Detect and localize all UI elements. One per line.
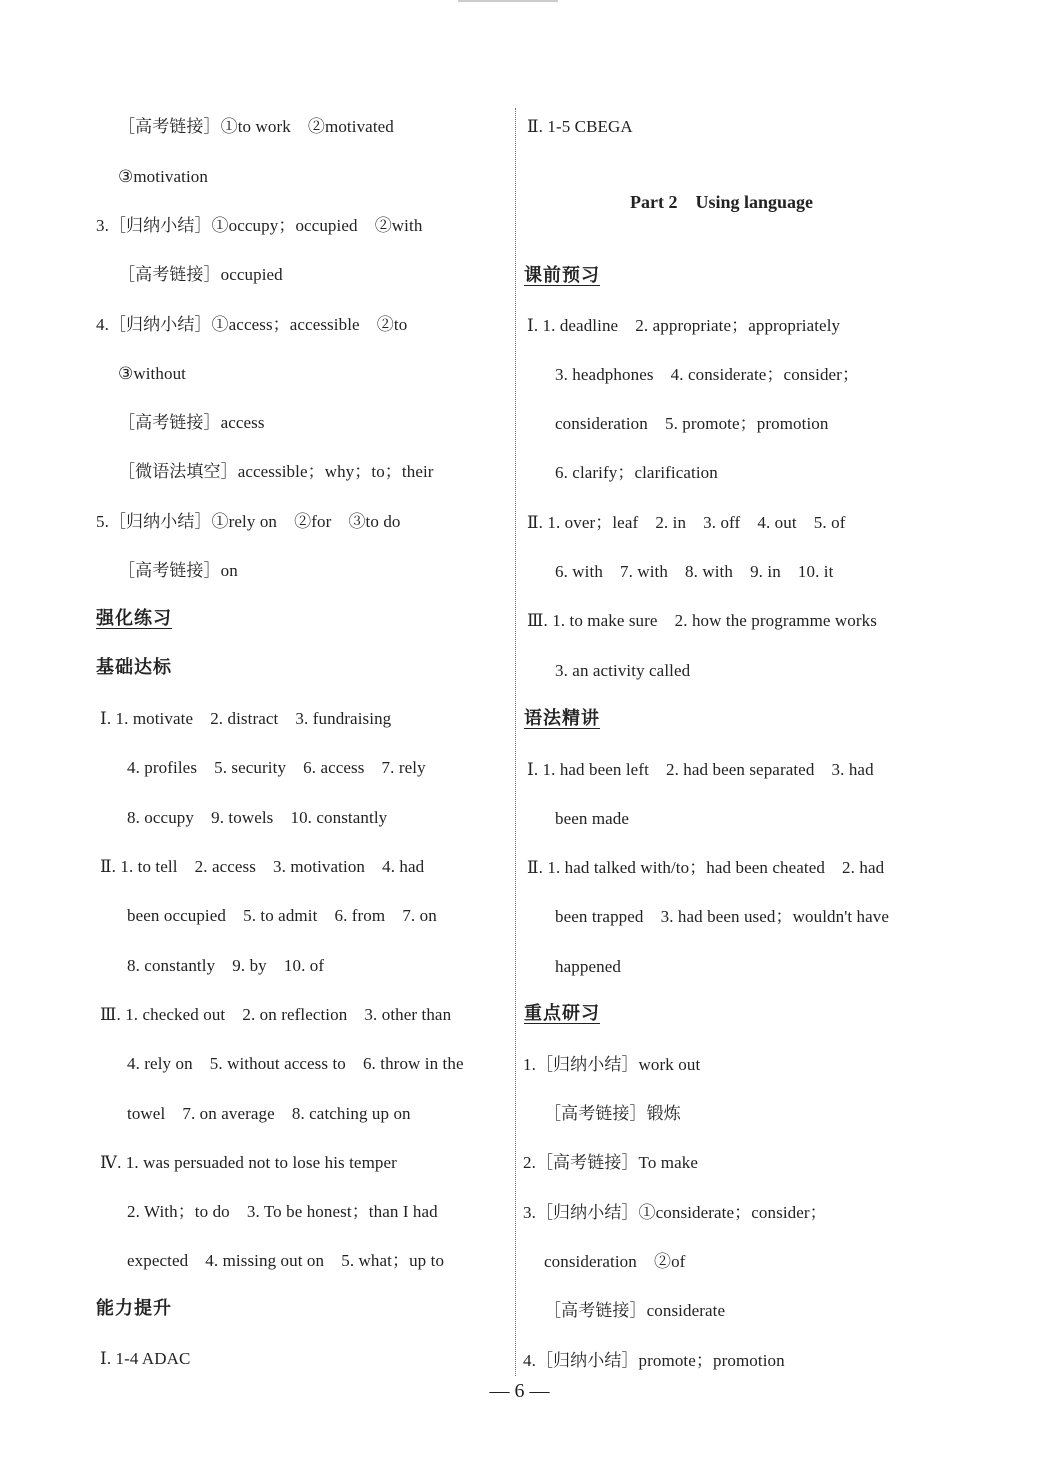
key-line: 4.［归纳小结］promote；promotion [523, 1351, 785, 1370]
key-line: 3.［归纳小结］①considerate；consider； [523, 1203, 827, 1222]
exercise-line: 2. With；to do 3. To be honest；than I had [127, 1202, 438, 1221]
grammar-line: been trapped 3. had been used；wouldn't have [555, 907, 890, 926]
exercise-line: Ⅲ. 1. checked out 2. on reflection 3. other than [100, 1005, 452, 1024]
answer-line: ［微语法填空］accessible；why；to；their [118, 462, 434, 481]
section-heading: 强化练习 [96, 608, 172, 629]
answer-line: ［高考链接］①to work ②motivated [118, 117, 394, 136]
exercise-line: expected 4. missing out on 5. what；up to [127, 1251, 445, 1270]
grammar-line: Ⅰ. 1. had been left 2. had been separated 3. had [527, 760, 874, 779]
exercise-line: 8. constantly 9. by 10. of [127, 956, 325, 975]
preview-line: consideration 5. promote；promotion [555, 414, 829, 433]
preview-line: 6. clarify；clarification [555, 463, 718, 482]
preview-line: 3. an activity called [555, 661, 691, 680]
top-edge-mark [458, 0, 558, 2]
exercise-line: Ⅱ. 1-5 CBEGA [527, 117, 633, 136]
key-line: consideration ②of [544, 1252, 686, 1271]
answer-line: 3.［归纳小结］①occupy；occupied ②with [96, 216, 423, 235]
grammar-line: Ⅱ. 1. had talked with/to；had been cheated 2. had [527, 858, 885, 877]
key-line: 1.［归纳小结］work out [523, 1055, 701, 1074]
section-heading: 语法精讲 [524, 708, 600, 729]
answer-line: ［高考链接］on [118, 561, 238, 580]
preview-line: Ⅱ. 1. over；leaf 2. in 3. off 4. out 5. of [527, 513, 846, 532]
answer-line: ［高考链接］occupied [118, 265, 283, 284]
section-heading: 重点研习 [524, 1003, 600, 1024]
preview-line: 3. headphones 4. considerate；consider； [555, 365, 860, 384]
answer-line: 4.［归纳小结］①access；accessible ②to [96, 315, 408, 334]
key-line: ［高考链接］considerate [544, 1301, 726, 1320]
column-divider [515, 108, 516, 1376]
section-subheading: 基础达标 [96, 657, 172, 678]
preview-line: Ⅰ. 1. deadline 2. appropriate；appropriately [527, 316, 841, 335]
answer-line: 5.［归纳小结］①rely on ②for ③to do [96, 512, 401, 531]
exercise-line: 4. profiles 5. security 6. access 7. rely [127, 758, 426, 777]
answer-line: ③motivation [118, 167, 209, 186]
exercise-line: Ⅱ. 1. to tell 2. access 3. motivation 4. had [100, 857, 425, 876]
preview-line: Ⅲ. 1. to make sure 2. how the programme works [527, 611, 877, 630]
exercise-line: Ⅰ. 1. motivate 2. distract 3. fundraising [100, 709, 392, 728]
section-subheading: 能力提升 [96, 1298, 172, 1319]
page-number: — 6 — [489, 1380, 550, 1402]
exercise-line: Ⅰ. 1-4 ADAC [100, 1349, 191, 1368]
section-heading: 课前预习 [524, 265, 600, 286]
grammar-line: happened [555, 957, 621, 976]
part-number: Part 2 [630, 192, 678, 212]
key-line: 2.［高考链接］To make [523, 1153, 699, 1172]
key-line: ［高考链接］锻炼 [544, 1104, 681, 1123]
exercise-line: been occupied 5. to admit 6. from 7. on [127, 906, 437, 925]
exercise-line: 4. rely on 5. without access to 6. throw in the [127, 1054, 464, 1073]
answer-line: ［高考链接］access [118, 413, 265, 432]
answer-line: ③without [118, 364, 186, 383]
exercise-line: 8. occupy 9. towels 10. constantly [127, 808, 388, 827]
part-name: Using language [695, 192, 814, 212]
part-title [630, 190, 813, 214]
exercise-line: Ⅳ. 1. was persuaded not to lose his temper [100, 1153, 397, 1172]
grammar-line: been made [555, 809, 630, 828]
preview-line: 6. with 7. with 8. with 9. in 10. it [555, 562, 834, 581]
exercise-line: towel 7. on average 8. catching up on [127, 1104, 411, 1123]
